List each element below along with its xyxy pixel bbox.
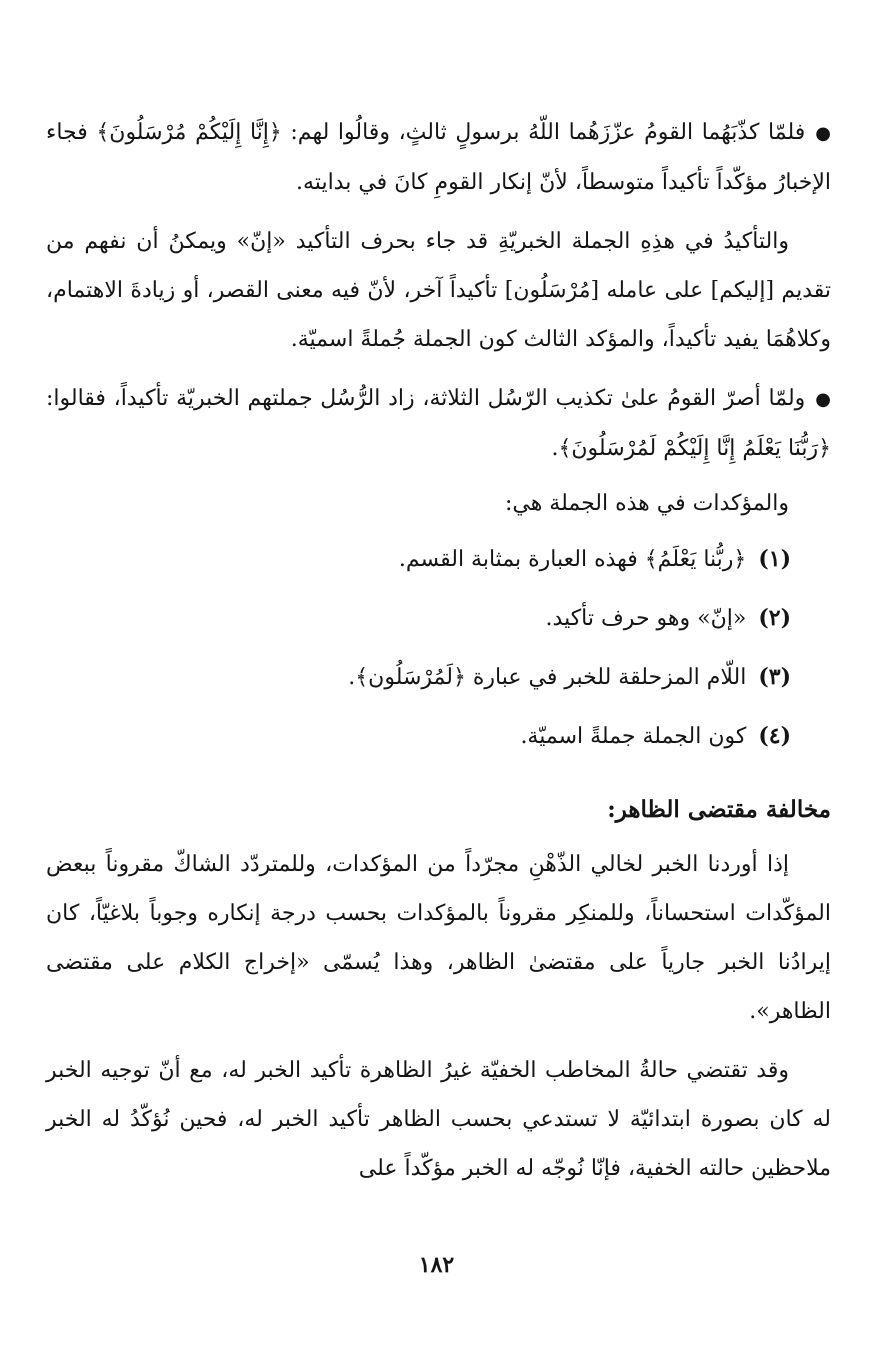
emphasis-list [46, 530, 831, 766]
list-item [46, 648, 791, 707]
bullet-paragraph-1 [46, 108, 831, 207]
list-item [46, 707, 791, 766]
list-text: كون الجملة جملةً اسميّة. [520, 724, 747, 749]
list-number: (٢) [758, 605, 791, 631]
paragraph-2: والتأكيدُ في هذِهِ الجملة الخبريّةِ قد جاء بحرف التأكيد «إنّ» ويمكنُ أن نفهم من تقديم [إليكم] على عامله [مُرْسَلُون] تأكيداً آخر، لأنّ فيه معنى القصر، أو زيادةَ الاهتمام، وكلاهُمَا يفيد تأكيداً، والمؤكد الثالث كون الجملة جُملةً اسميّة. [46, 229, 831, 352]
paragraph-text: فلمّا كذّبَهُما القومُ عزّزَهُما اللّهُ برسولٍ ثالثٍ، وقالُوا لهم: ﴿إِنَّا إِلَيْكُمْ مُرْسَلُونَ﴾ فجاء الإخبارُ مؤكّداً تأكيداً متوسطاً، لأنّ إنكار القومِ كانَ في بدايته. [46, 120, 831, 195]
paragraph-5: إذا أوردنا الخبر لخالي الذّهْنِ مجرّداً من المؤكدات، وللمتردّد الشاكّ مقروناً ببعض المؤكّدات استحساناً، وللمنكِر مقروناً بالمؤكدات بحسب درجة إنكاره وجوباً بلاغيّاً، كان إيرادُنا الخبر جارياً على مقتضىٰ الظاهر، وهذا يُسمّى «إخراج الكلام على مقتضى الظاهر». [46, 852, 831, 1024]
list-number: (٣) [758, 664, 791, 690]
list-intro: والمؤكدات في هذه الجملة هي: [504, 491, 789, 516]
list-text: «إنّ» وهو حرف تأكيد. [545, 606, 747, 631]
page-number: ١٨٢ [418, 1252, 455, 1278]
list-number: (٤) [758, 723, 791, 749]
list-number: (١) [758, 546, 791, 572]
bullet-icon: ● [815, 123, 831, 144]
list-item [46, 589, 791, 648]
bullet-paragraph-2 [46, 374, 831, 473]
list-text: اللّام المزحلقة للخبر في عبارة ﴿لَمُرْسَلُون﴾. [348, 665, 747, 690]
bullet-icon: ● [815, 389, 831, 410]
paragraph-text: ولمّا أصرّ القومُ علىٰ تكذيب الرّسُل الثلاثة، زاد الرُّسُل جملتهم الخبريّة تأكيداً، فقالوا: ﴿رَبُّنَا يَعْلَمُ إِنَّا إِلَيْكُمْ لَمُرْسَلُونَ﴾. [46, 386, 831, 461]
list-item [46, 530, 791, 589]
list-text: ﴿ربُّنا يَعْلَمُ﴾ فهذه العبارة بمثابة القسم. [398, 547, 747, 572]
section-heading: مخالفة مقتضى الظاهر: [607, 796, 831, 823]
paragraph-6: وقد تقتضي حالةُ المخاطب الخفيّة غيرُ الظاهرة تأكيد الخبر له، مع أنّ توجيه الخبر له كان بصورة ابتدائيّة لا تستدعي بحسب الظاهر تأكيد الخبر له، فحين نُؤكّدُ له الخبر ملاحظين حالته الخفية، فإنّا نُوجّه له الخبر مؤكّداً على [46, 1058, 831, 1181]
